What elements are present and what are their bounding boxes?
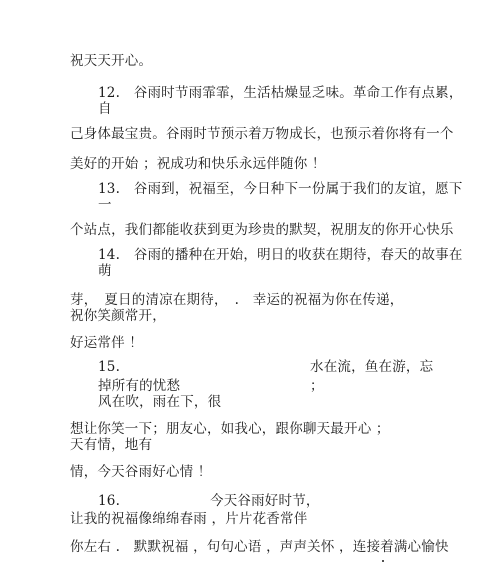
text-line: 天有情，地有	[70, 437, 153, 453]
text-line: 14. 谷雨的播种在开始，明日的收获在期待，春天的故事在	[98, 247, 463, 263]
text-line: 一	[98, 197, 112, 213]
text-line: 风在吹，雨在下，很	[98, 394, 222, 410]
text-line: 12. 谷雨时节雨霏霏，生活枯燥显乏味。革命工作有点累，	[98, 85, 463, 101]
text-line: 美好的开始 ；祝成功和快乐永远伴随你 ！	[70, 156, 326, 172]
text-line: 你左右 . 默默祝福 ，句句心语 ，声声关怀 ，连接着满心愉快	[70, 539, 449, 555]
text-line: 个站点，我们都能收获到更为珍贵的默契，祝朋友的你开心快乐	[70, 222, 454, 238]
text-line: 让我的祝福像绵绵春雨 ，片片花香常伴	[70, 511, 308, 527]
text-line: 祝你笑颜常开，	[70, 308, 166, 324]
text-line: 祝天天开心。	[70, 53, 153, 69]
text-line: 好运常伴 ！	[70, 335, 143, 351]
text-line: 16.	[98, 493, 121, 509]
text-line: 情，今天谷雨好心情 ！	[70, 464, 212, 480]
text-line: 水在流，鱼在游，忘	[310, 359, 434, 375]
text-line: 15.	[98, 359, 121, 375]
text-line: 掉所有的忧愁	[98, 378, 181, 394]
text-line: 己身体最宝贵。谷雨时节预示着万物成长，也预示着你将有一个	[70, 126, 454, 142]
text-line: 萌	[98, 263, 112, 279]
text-line: 想让你笑一下；朋友心，如我心，跟你聊天最开心 ；	[70, 421, 390, 437]
stray-dot-mark	[382, 560, 384, 562]
text-line: 芽， 夏日的清凉在期待， . 幸运的祝福为你在传递，	[70, 292, 404, 308]
text-line: 13. 谷雨到，祝福至，今日种下一份属于我们的友谊，愿下	[98, 181, 463, 197]
text-line: 今天谷雨好时节，	[210, 493, 320, 509]
text-line: 自	[98, 101, 112, 117]
text-line: ；	[310, 378, 324, 394]
